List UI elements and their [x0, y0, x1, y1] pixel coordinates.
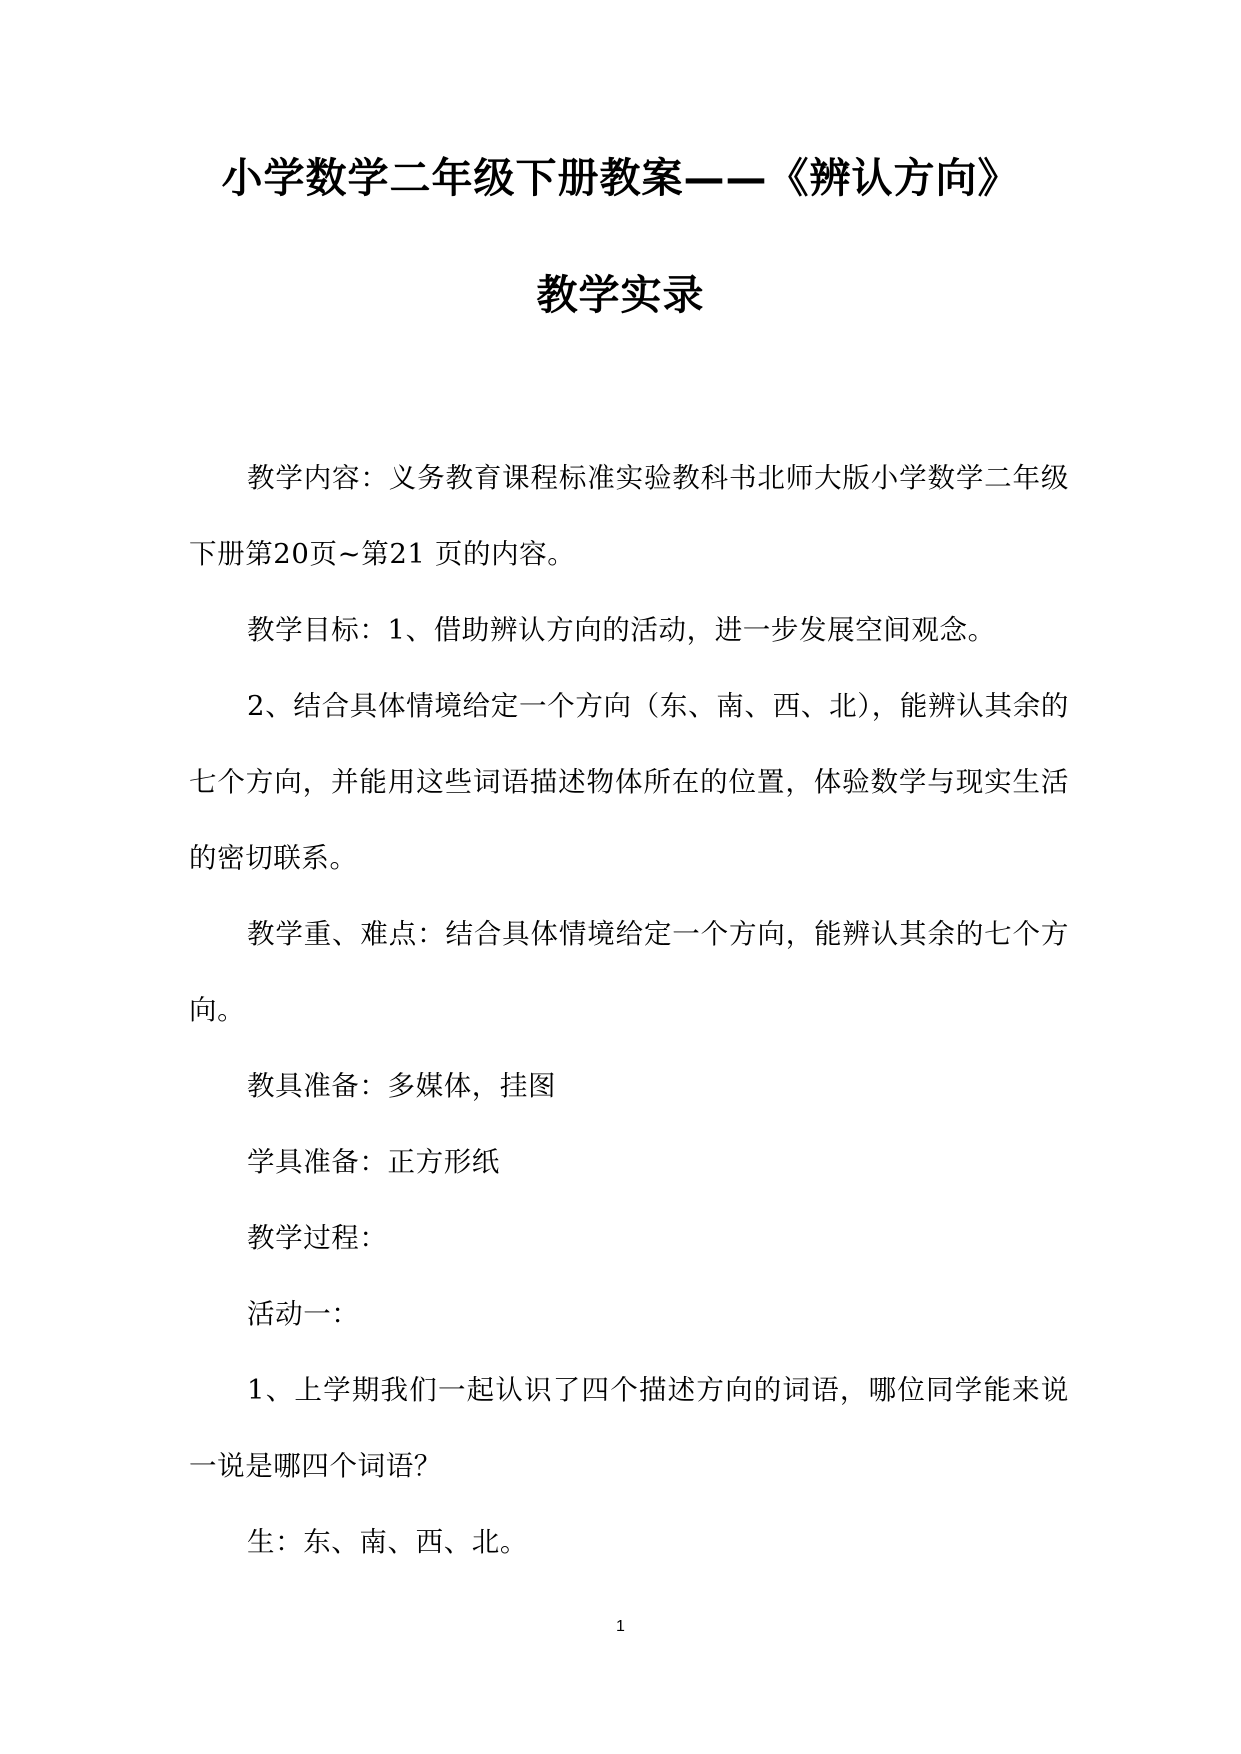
document-title-line1: 小学数学二年级下册教案——《辨认方向》 — [221, 154, 1020, 202]
document-body — [189, 440, 1069, 1580]
paragraph-teaching-goal-2: 2、结合具体情境给定一个方向（东、南、西、北），能辨认其余的七个方向，并能用这些词语描述物体所在的位置，体验数学与现实生活的密切联系。 — [189, 690, 1069, 874]
paragraph-question-1: 1、上学期我们一起认识了四个描述方向的词语，哪位同学能来说一说是哪四个词语？ — [189, 1374, 1069, 1482]
paragraph-learning-aids: 学具准备：正方形纸 — [247, 1146, 500, 1178]
paragraph-teaching-process: 教学过程： — [247, 1222, 388, 1254]
paragraph-teaching-aids: 教具准备：多媒体，挂图 — [247, 1070, 557, 1102]
page-number: 1 — [616, 1618, 625, 1635]
paragraph-student-answer: 生：东、南、西、北。 — [247, 1526, 528, 1558]
paragraph-teaching-content: 教学内容：义务教育课程标准实验教科书北师大版小学数学二年级下册第20页~第21 页的内容。 — [189, 462, 1069, 570]
paragraph-teaching-goal-1: 教学目标：1、借助辨认方向的活动，进一步发展空间观念。 — [247, 614, 996, 646]
document-title-line2: 教学实录 — [536, 271, 705, 319]
paragraph-key-difficulties: 教学重、难点：结合具体情境给定一个方向，能辨认其余的七个方向。 — [189, 918, 1069, 1026]
paragraph-activity-one: 活动一： — [247, 1298, 360, 1330]
